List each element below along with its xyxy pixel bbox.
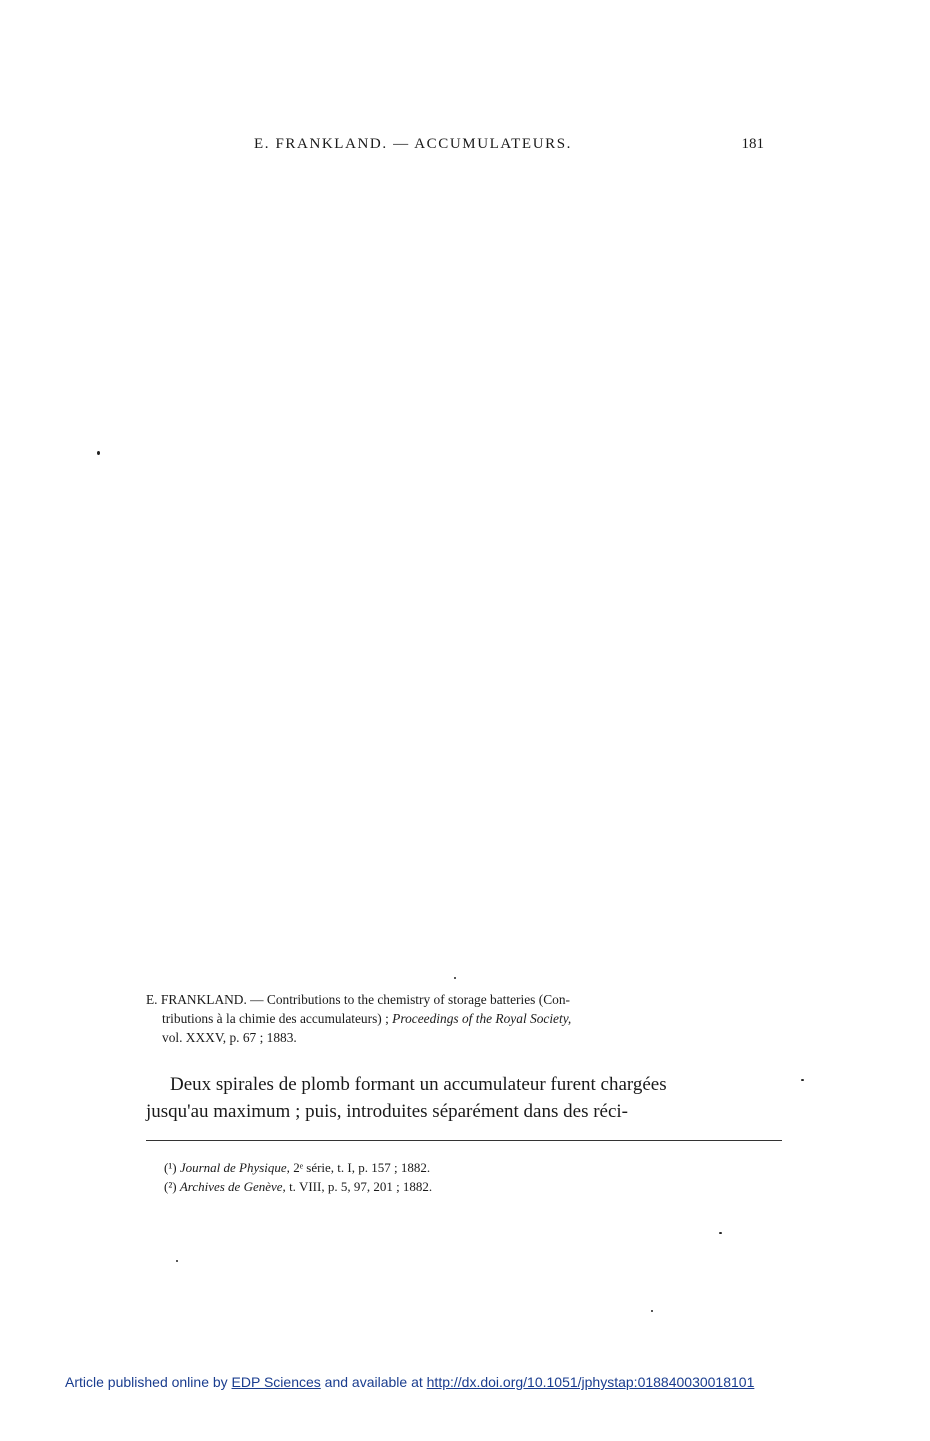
running-title: E. FRANKLAND. — ACCUMULATEURS. xyxy=(254,136,573,152)
citation-line-2 xyxy=(146,1009,782,1028)
footnote-separator xyxy=(146,1140,782,1142)
publisher-middle: and available at xyxy=(320,1374,427,1390)
footnote-1 xyxy=(164,1158,764,1177)
scan-speck xyxy=(454,977,456,979)
footnote-details: 2ᵉ série, t. I, p. 157 ; 1882. xyxy=(289,1160,431,1175)
scan-speck xyxy=(801,1079,804,1081)
footnote-source: Archives de Genève, xyxy=(179,1179,286,1194)
running-header xyxy=(254,136,764,156)
footnote-details: t. VIII, p. 5, 97, 201 ; 1882. xyxy=(285,1179,433,1194)
scan-speck xyxy=(719,1232,722,1234)
footnote-marker: (¹) xyxy=(164,1160,177,1175)
citation-line-1: E. FRANKLAND. — Contributions to the chemistry of storage batteries (Con- xyxy=(146,992,570,1007)
scan-speck xyxy=(651,1310,653,1312)
publisher-notice xyxy=(65,1374,865,1390)
scan-speck xyxy=(176,1260,178,1262)
bibliographic-citation xyxy=(146,990,782,1047)
citation-journal: Proceedings of the Royal Society, xyxy=(392,1011,572,1026)
scan-speck xyxy=(97,451,100,455)
page-number: 181 xyxy=(741,136,764,152)
footnote-marker: (²) xyxy=(164,1179,177,1194)
body-line-2: jusqu'au maximum ; puis, introduites séparément dans des réci- xyxy=(146,1101,629,1122)
footnote-2 xyxy=(164,1177,764,1196)
publisher-prefix: Article published online by xyxy=(65,1374,232,1390)
publisher-link[interactable]: EDP Sciences xyxy=(231,1374,321,1390)
citation-line-3: vol. XXXV, p. 67 ; 1883. xyxy=(162,1030,297,1045)
article-body xyxy=(146,1071,784,1125)
footnote-source: Journal de Physique, xyxy=(179,1160,290,1175)
doi-link[interactable]: http://dx.doi.org/10.1051/jphystap:018840030018101 xyxy=(426,1374,755,1390)
citation-translated-title: tributions à la chimie des accumulateurs) ; xyxy=(162,1011,393,1026)
footnotes xyxy=(164,1158,764,1196)
body-line-1: Deux spirales de plomb formant un accumulateur furent chargées xyxy=(170,1074,667,1095)
